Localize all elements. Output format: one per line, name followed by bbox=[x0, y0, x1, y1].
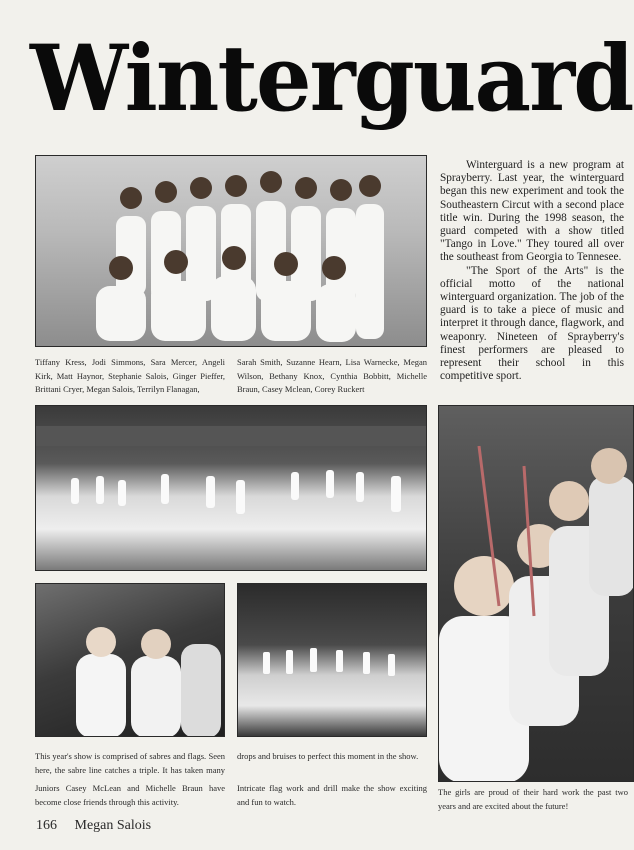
group-caption-right: Sarah Smith, Suzanne Hearn, Lisa Warnecke, Megan Wilson, Bethany Knox, Cynthia Bobbitt, Michelle Braun, Casey Mclean, Corey Ruckert bbox=[237, 357, 427, 394]
juniors-caption: Juniors Casey McLean and Michelle Braun have become close friends through this activity. bbox=[35, 783, 225, 807]
article-body bbox=[440, 159, 624, 383]
sabre-photo bbox=[35, 583, 225, 737]
page-number: 166 bbox=[36, 818, 57, 833]
flag-drill-figures bbox=[238, 584, 427, 737]
girls-caption: The girls are proud of their hard work the past two years and are excited about the future! bbox=[438, 787, 628, 811]
flag-drill-photo bbox=[237, 583, 427, 737]
sabre-caption: This year's show is comprised of sabres and flags. Seen here, the sabre line catches a triple. It has taken many drops and bruises to perfect this moment in the show. bbox=[35, 751, 419, 775]
performance-photo-figures bbox=[36, 406, 427, 571]
photographer-credit: Megan Salois bbox=[74, 818, 152, 833]
girls-photo-figures bbox=[439, 406, 634, 782]
girls-photo bbox=[438, 405, 634, 782]
group-photo bbox=[35, 155, 427, 347]
performance-photo bbox=[35, 405, 427, 571]
article-paragraph-2: "The Sport of the Arts" is the official motto of the national winterguard organization. The job of the guard is to take a piece of music and interpret it through dance, flagwork, and weaponry. Nineteen of Sprayberry's finest performers are pleased to represent their school in this competitive sport. bbox=[440, 264, 624, 383]
page-title: Winterguard bbox=[30, 26, 633, 132]
sabre-photo-figures bbox=[36, 584, 225, 737]
flagwork-caption: Intricate flag work and drill make the show exciting and fun to watch. bbox=[237, 783, 427, 807]
page-footer bbox=[36, 818, 151, 834]
group-caption-left: Tiffany Kress, Jodi Simmons, Sara Mercer, Angeli Kirk, Matt Haynor, Stephanie Salois, Ginger Pieffer, Brittani Cryer, Megan Salois, Terrilyn Flanagan, bbox=[35, 357, 225, 394]
article-paragraph-1: Winterguard is a new program at Sprayberry. Last year, the winterguard began this new experiment and took the Southeastern Circut with a second place title win. During the 1998 season, the guard competed with a show titled "Tango in Love." They toured all over the southeast from Georgia to Tennesee. bbox=[440, 159, 624, 264]
group-photo-figures bbox=[36, 156, 427, 347]
